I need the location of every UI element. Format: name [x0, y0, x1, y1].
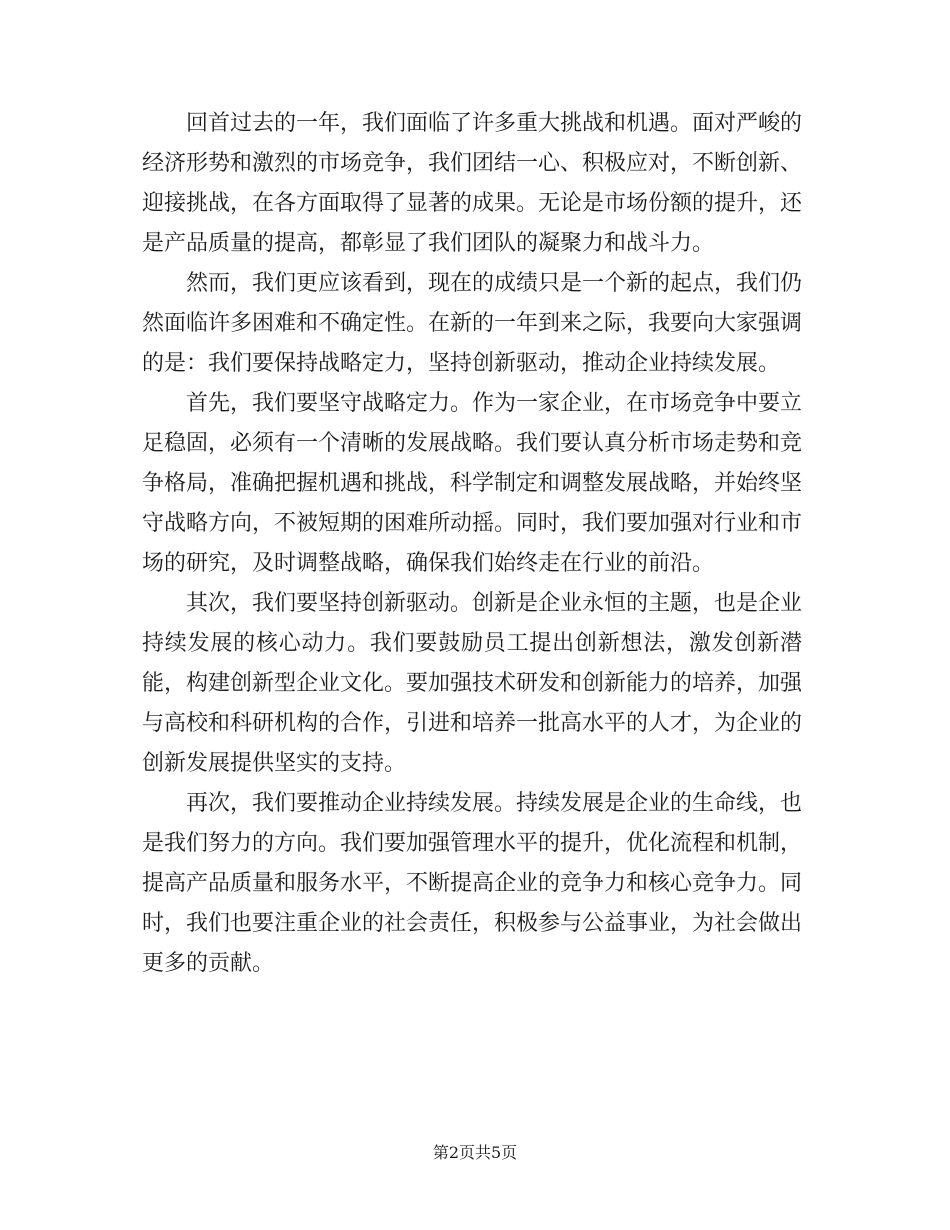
paragraph-2: 然而，我们更应该看到，现在的成绩只是一个新的起点，我们仍然面临许多困难和不确定性。在新的一年到来之际，我要向大家强调的是：我们要保持战略定力，坚持创新驱动，推动企业持续发展。 — [142, 271, 803, 376]
document-body — [142, 104, 802, 984]
paragraph-1: 回首过去的一年，我们面临了许多重大挑战和机遇。面对严峻的经济形势和激烈的市场竞争，我们团结一心、积极应对，不断创新、迎接挑战，在各方面取得了显著的成果。无论是市场份额的提升，还是产品质量的提高，都彰显了我们团队的凝聚力和战斗力。 — [142, 111, 803, 256]
paragraph-5: 再次，我们要推动企业持续发展。持续发展是企业的生命线，也是我们努力的方向。我们要加强管理水平的提升，优化流程和机制，提高产品质量和服务水平，不断提高企业的竞争力和核心竞争力。同时，我们也要注重企业的社会责任，积极参与公益事业，为社会做出更多的贡献。 — [142, 791, 803, 976]
paragraph-4: 其次，我们要坚持创新驱动。创新是企业永恒的主题，也是企业持续发展的核心动力。我们要鼓励员工提出创新想法，激发创新潜能，构建创新型企业文化。要加强技术研发和创新能力的培养，加强与高校和科研机构的合作，引进和培养一批高水平的人才，为企业的创新发展提供坚实的支持。 — [142, 591, 803, 776]
paragraph-3: 首先，我们要坚守战略定力。作为一家企业，在市场竞争中要立足稳固，必须有一个清晰的发展战略。我们要认真分析市场走势和竞争格局，准确把握机遇和挑战，科学制定和调整发展战略，并始终坚守战略方向，不被短期的困难所动摇。同时，我们要加强对行业和市场的研究，及时调整战略，确保我们始终走在行业的前沿。 — [142, 391, 803, 576]
page-number-footer: 第2页共5页 — [432, 1143, 518, 1162]
